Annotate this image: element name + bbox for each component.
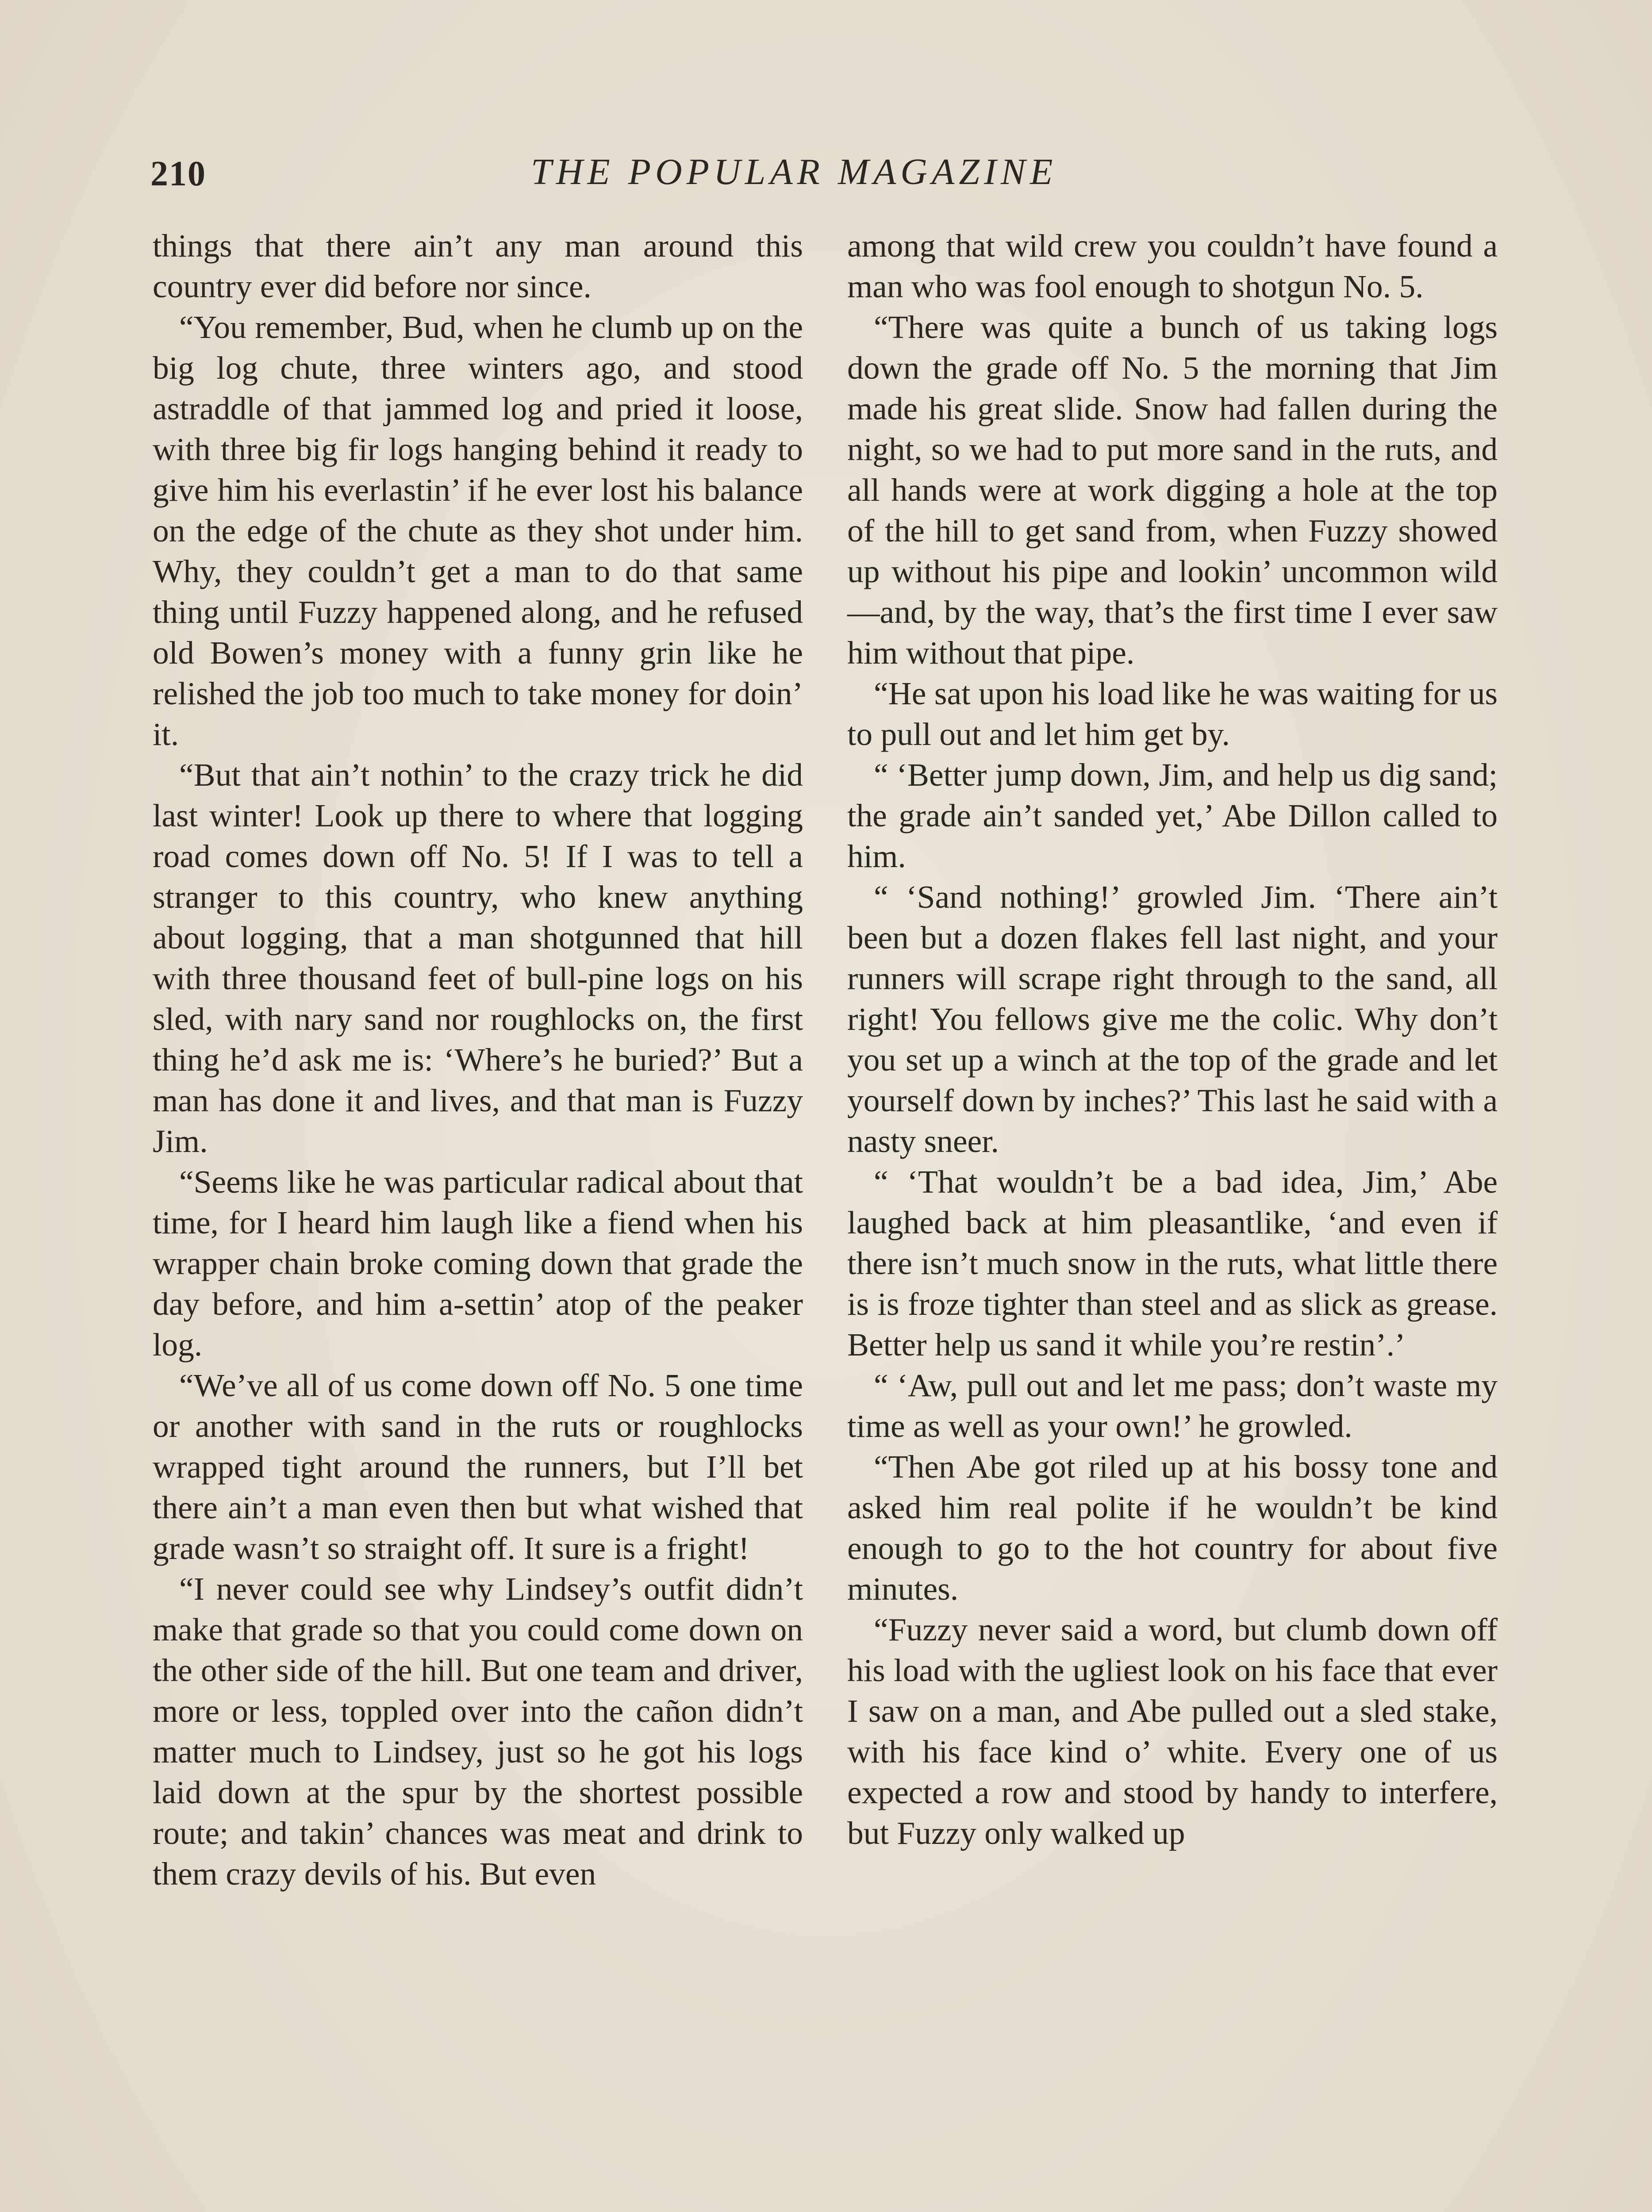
paragraph: “You remember, Bud, when he clumb up on the big log chute, three winters ago, and stood astraddle of that jammed log and pried it loose, with three big fir logs hanging behind it ready to give him his everlastin’ if he ever lost his balance on the edge of the chute as they shot under him. Why, they couldn’t get a man to do that same thing until Fuzzy happened along, and he refused old Bowen’s money with a funny grin like he relished the job too much to take money for doin’ it.: [153, 309, 803, 752]
paragraph: “There was quite a bunch of us taking logs down the grade off No. 5 the morning that Jim made his great slide. Snow had fallen during the night, so we had to put more sand in the ruts, and all hands were at work digging a hole at the top of the hill to get sand from, when Fuzzy showed up without his pipe and lookin’ uncommon wild—and, by the way, that’s the first time I ever saw him without that pipe.: [847, 309, 1498, 671]
paragraph: “ ‘Aw, pull out and let me pass; don’t waste my time as well as your own!’ he growled.: [847, 1367, 1498, 1444]
paragraph: “Then Abe got riled up at his bossy tone and asked him real polite if he wouldn’t be kind enough to go to the hot country for about five minutes.: [847, 1449, 1498, 1607]
paragraph: “ ‘Better jump down, Jim, and help us dig sand; the grade ain’t sanded yet,’ Abe Dillon called to him.: [847, 757, 1498, 874]
paragraph: among that wild crew you couldn’t have found a man who was fool enough to shotgun No. 5.: [847, 228, 1498, 304]
paragraph: “Seems like he was particular radical about that time, for I heard him laugh like a fiend when his wrapper chain broke coming down that grade the day before, and him a-settin’ atop of the peaker log.: [153, 1164, 803, 1363]
page-number: 210: [150, 154, 206, 193]
left-column: [153, 226, 803, 1894]
paragraph: “He sat upon his load like he was waiting for us to pull out and let him get by.: [847, 676, 1498, 752]
magazine-title: THE POPULAR MAGAZINE: [531, 151, 1057, 192]
paragraph: “ ‘Sand nothing!’ growled Jim. ‘There ain’t been but a dozen flakes fell last night, and your runners will scrape right through to the sand, all right! You fellows give me the colic. Why don’t you set up a winch at the top of the grade and let yourself down by inches?’ This last he said with a nasty sneer.: [847, 879, 1498, 1159]
page-header: [150, 146, 1495, 199]
paragraph: “Fuzzy never said a word, but clumb down off his load with the ugliest look on his face that ever I saw on a man, and Abe pulled out a sled stake, with his face kind o’ white. Every one of us expected a row and stood by handy to interfere, but Fuzzy only walked up: [847, 1612, 1498, 1851]
paragraph: things that there ain’t any man around this country ever did before nor since.: [153, 228, 803, 304]
paragraph: “We’ve all of us come down off No. 5 one time or another with sand in the ruts or roughlocks wrapped tight around the runners, but I’ll bet there ain’t a man even then but what wished that grade wasn’t so straight off. It sure is a fright!: [153, 1367, 803, 1566]
paragraph: “ ‘That wouldn’t be a bad idea, Jim,’ Abe laughed back at him pleasantlike, ‘and even if there isn’t much snow in the ruts, what little there is is froze tighter than steel and as slick as grease. Better help us sand it while you’re restin’.’: [847, 1164, 1498, 1363]
right-column: [847, 226, 1498, 1854]
paragraph: “I never could see why Lindsey’s outfit didn’t make that grade so that you could come down on the other side of the hill. But one team and driver, more or less, toppled over into the cañon didn’t matter much to Lindsey, just so he got his logs laid down at the spur by the shortest possible route; and takin’ chances was meat and drink to them crazy devils of his. But even: [153, 1571, 803, 1892]
paragraph: “But that ain’t nothin’ to the crazy trick he did last winter! Look up there to where that logging road comes down off No. 5! If I was to tell a stranger to this country, who knew anything about logging, that a man shotgunned that hill with three thousand feet of bull-pine logs on his sled, with nary sand nor roughlocks on, the first thing he’d ask me is: ‘Where’s he buried?’ But a man has done it and lives, and that man is Fuzzy Jim.: [153, 757, 803, 1159]
